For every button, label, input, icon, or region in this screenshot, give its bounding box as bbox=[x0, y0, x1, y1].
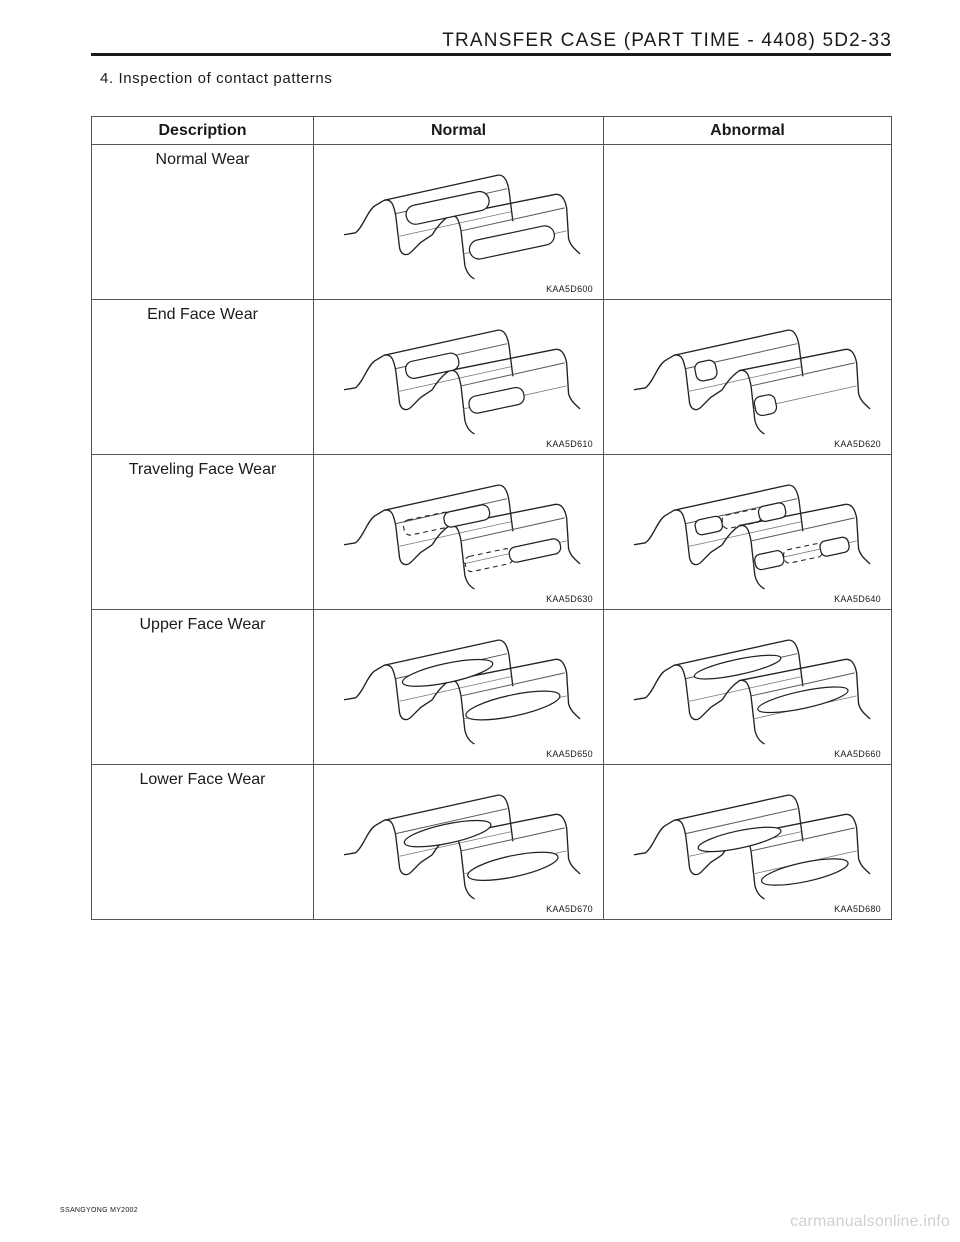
normal-figure-cell bbox=[314, 765, 604, 920]
abnormal-figure-cell bbox=[604, 145, 892, 300]
abnormal-contact-pattern-illustration bbox=[604, 300, 891, 454]
header-rule bbox=[91, 53, 891, 56]
column-header-abnormal: Abnormal bbox=[604, 117, 892, 145]
normal-figure-cell bbox=[314, 610, 604, 765]
abnormal-contact-pattern-illustration bbox=[604, 455, 891, 609]
normal-contact-pattern-illustration bbox=[314, 300, 603, 454]
description-cell bbox=[92, 455, 314, 610]
description-cell bbox=[92, 300, 314, 455]
description-cell bbox=[92, 610, 314, 765]
normal-figure-cell bbox=[314, 145, 604, 300]
table-row bbox=[92, 300, 892, 455]
abnormal-figure-cell bbox=[604, 455, 892, 610]
abnormal-figure-code: KAA5D640 bbox=[834, 594, 881, 604]
abnormal-contact-pattern-illustration bbox=[604, 765, 891, 919]
table-header-row bbox=[92, 117, 892, 145]
normal-figure-code: KAA5D650 bbox=[546, 749, 593, 759]
column-header-normal: Normal bbox=[314, 117, 604, 145]
wear-description: Upper Face Wear bbox=[139, 616, 266, 633]
description-cell bbox=[92, 145, 314, 300]
abnormal-contact-pattern-illustration bbox=[604, 610, 891, 764]
table-row bbox=[92, 455, 892, 610]
normal-figure-code: KAA5D630 bbox=[546, 594, 593, 604]
wear-description: Lower Face Wear bbox=[139, 771, 266, 788]
normal-figure-code: KAA5D600 bbox=[546, 284, 593, 294]
section-heading: 4. Inspection of contact patterns bbox=[100, 70, 333, 87]
normal-contact-pattern-illustration bbox=[314, 145, 603, 299]
contact-pattern-table bbox=[91, 116, 892, 920]
wear-description: Normal Wear bbox=[155, 151, 250, 168]
normal-contact-pattern-illustration bbox=[314, 610, 603, 764]
abnormal-figure-cell bbox=[604, 610, 892, 765]
abnormal-figure-code: KAA5D620 bbox=[834, 439, 881, 449]
wear-description: Traveling Face Wear bbox=[128, 461, 277, 478]
wear-description: End Face Wear bbox=[147, 306, 258, 323]
normal-figure-cell bbox=[314, 455, 604, 610]
table-row bbox=[92, 610, 892, 765]
description-cell bbox=[92, 765, 314, 920]
normal-figure-code: KAA5D610 bbox=[546, 439, 593, 449]
abnormal-figure-cell bbox=[604, 765, 892, 920]
footer-watermark: carmanualsonline.info bbox=[790, 1213, 950, 1230]
page-title: TRANSFER CASE (PART TIME - 4408) 5D2-33 bbox=[442, 30, 892, 51]
table-row bbox=[92, 765, 892, 920]
footer-brand: SSANGYONG MY2002 bbox=[60, 1207, 138, 1214]
column-header-description: Description bbox=[92, 117, 314, 145]
normal-figure-cell bbox=[314, 300, 604, 455]
table-row bbox=[92, 145, 892, 300]
abnormal-figure-code: KAA5D680 bbox=[834, 904, 881, 914]
normal-contact-pattern-illustration bbox=[314, 455, 603, 609]
normal-figure-code: KAA5D670 bbox=[546, 904, 593, 914]
abnormal-figure-code: KAA5D660 bbox=[834, 749, 881, 759]
normal-contact-pattern-illustration bbox=[314, 765, 603, 919]
abnormal-figure-cell bbox=[604, 300, 892, 455]
